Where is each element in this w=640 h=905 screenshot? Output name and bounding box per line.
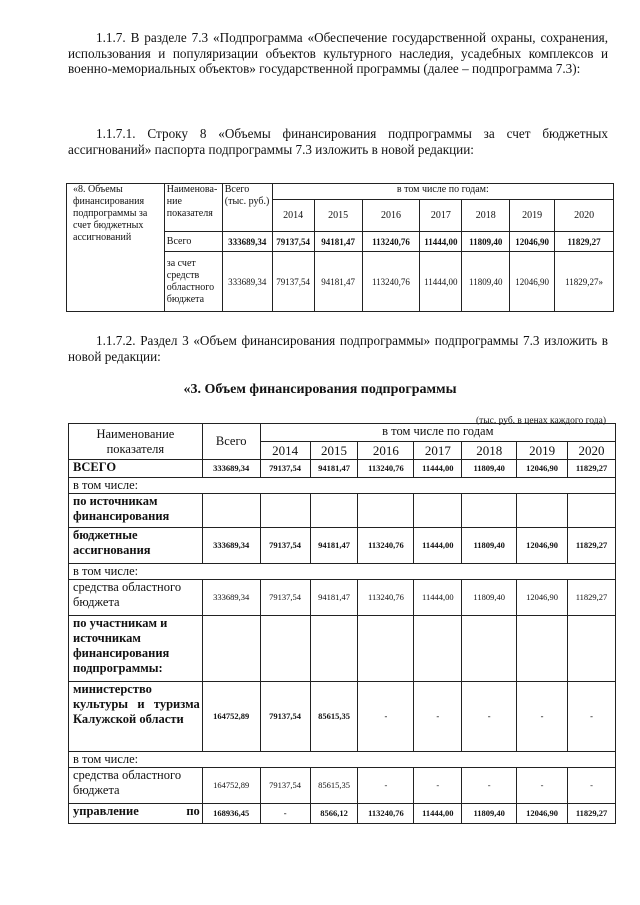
funding-volume-table: [68, 423, 616, 824]
year-header: 2014: [260, 442, 310, 460]
cell-total: 333689,34: [222, 252, 272, 312]
row-label: средства областного бюджета: [69, 768, 203, 804]
table-row: [69, 478, 616, 494]
cell-value: 11829,27: [568, 804, 616, 824]
col-header-name: Наименова-ние показателя: [164, 184, 222, 232]
table-row: [69, 580, 616, 616]
row-label: управление по: [69, 804, 203, 824]
year-header: 2017: [420, 200, 462, 232]
cell-value: 85615,35: [310, 768, 358, 804]
year-header: 2019: [510, 200, 555, 232]
cell-value: 113240,76: [358, 580, 414, 616]
row-label: по участникам и источникам финансирования подпрограммы:: [69, 616, 203, 682]
row-label: бюджетные ассигнования: [69, 528, 203, 564]
cell-value: 12046,90: [517, 580, 568, 616]
col-header-total: Всего: [202, 424, 260, 460]
cell-value: 12046,90: [510, 252, 555, 312]
row-label: ВСЕГО: [69, 460, 203, 478]
cell-total: 333689,34: [202, 528, 260, 564]
cell-value: 11444,00: [414, 460, 462, 478]
cell-value: 94181,47: [310, 580, 358, 616]
cell-value: -: [568, 768, 616, 804]
cell-value: 11809,40: [462, 804, 517, 824]
cell-value: 79137,54: [260, 682, 310, 752]
table-row: [69, 616, 616, 682]
col-header-name: Наименование показателя: [69, 424, 203, 460]
row-label: средства областного бюджета: [69, 580, 203, 616]
cell-value: 79137,54: [260, 768, 310, 804]
cell-total: 164752,89: [202, 682, 260, 752]
units-note: (тыс. руб. в ценах каждого года): [475, 416, 606, 426]
col-header-years: в том числе по годам: [260, 424, 615, 442]
cell-value: 12046,90: [517, 460, 568, 478]
cell-value: -: [517, 682, 568, 752]
table-row: [69, 564, 616, 580]
cell-value: 11829,27: [568, 460, 616, 478]
cell-value: 94181,47: [314, 252, 362, 312]
cell-value: 11809,40: [462, 460, 517, 478]
cell-value: 11809,40: [462, 252, 510, 312]
paragraph-1-1-7-1: [68, 126, 608, 157]
cell-value: 94181,47: [310, 528, 358, 564]
year-header: 2020: [568, 442, 616, 460]
cell-value: 11829,27: [568, 528, 616, 564]
row-label: в том числе:: [69, 478, 616, 494]
table-row: [69, 528, 616, 564]
cell-value: 79137,54: [272, 252, 314, 312]
row-label: в том числе:: [69, 752, 616, 768]
cell-total: 164752,89: [202, 768, 260, 804]
cell-value: 79137,54: [260, 580, 310, 616]
cell-total: 168936,45: [202, 804, 260, 824]
year-header: 2015: [314, 200, 362, 232]
cell-value: -: [517, 768, 568, 804]
year-header: 2019: [517, 442, 568, 460]
year-header: 2016: [358, 442, 414, 460]
cell-total: 333689,34: [202, 580, 260, 616]
cell-value: 11444,00: [420, 252, 462, 312]
table-row: [69, 768, 616, 804]
row-name: Всего: [164, 232, 222, 252]
cell-value: 11829,27: [568, 580, 616, 616]
row-label: в том числе:: [69, 564, 616, 580]
cell-value: -: [358, 768, 414, 804]
year-header: 2014: [272, 200, 314, 232]
passport-funding-table: [66, 183, 614, 312]
cell-value: 94181,47: [314, 232, 362, 252]
table-row: [69, 682, 616, 752]
cell-value: 113240,76: [358, 528, 414, 564]
cell-value: -: [462, 768, 517, 804]
cell-value: 94181,47: [310, 460, 358, 478]
cell-total: 333689,34: [222, 232, 272, 252]
cell-value: -: [260, 804, 310, 824]
row-label: по источникам финансирования: [69, 494, 203, 528]
cell-value: -: [462, 682, 517, 752]
cell-value: 79137,54: [260, 460, 310, 478]
year-header: 2020: [555, 200, 614, 232]
table-row: [69, 752, 616, 768]
cell-value: 79137,54: [260, 528, 310, 564]
cell-value: 11829,27: [555, 232, 614, 252]
cell-value: 113240,76: [362, 252, 420, 312]
cell-value: 11809,40: [462, 528, 517, 564]
cell-value: 113240,76: [358, 460, 414, 478]
cell-value: 12046,90: [510, 232, 555, 252]
cell-value: 79137,54: [272, 232, 314, 252]
row-label: министерство культуры и туризма Калужской области: [69, 682, 203, 752]
cell-value: 12046,90: [517, 528, 568, 564]
paragraph-text: 1.1.7. В разделе 7.3 «Подпрограмма «Обеспечение государственной охраны, сохранения, использования и популяризации объектов культурного наследия, усадебных комплексов и военно-мемориальных объектов» государственной программы (далее – подпрограмма 7.3):: [68, 30, 608, 76]
year-header: 2015: [310, 442, 358, 460]
year-header: 2018: [462, 200, 510, 232]
table-row: [69, 494, 616, 528]
cell-value: 12046,90: [517, 804, 568, 824]
cell-value: -: [568, 682, 616, 752]
cell-value: -: [414, 682, 462, 752]
year-header: 2018: [462, 442, 517, 460]
col-header-total: Всего (тыс. руб.): [222, 184, 272, 232]
paragraph-text: 1.1.7.2. Раздел 3 «Объем финансирования подпрограммы» подпрограммы 7.3 изложить в новой редакции:: [68, 333, 608, 364]
paragraph-text: 1.1.7.1. Строку 8 «Объемы финансирования подпрограммы за счет бюджетных ассигнований» паспорта подпрограммы 7.3 изложить в новой редакции:: [68, 126, 608, 157]
section-heading: «3. Объем финансирования подпрограммы: [183, 382, 457, 397]
row-name: за счет средств областного бюджета: [164, 252, 222, 312]
paragraph-1-1-7-2: [68, 333, 608, 364]
cell-value: 11829,27»: [555, 252, 614, 312]
paragraph-1-1-7: [68, 30, 608, 77]
year-header: 2016: [362, 200, 420, 232]
passport-row-label: «8. Объемы финансирования подпрограммы за счет бюджетных ассигнований: [67, 184, 165, 312]
cell-value: 11444,00: [414, 804, 462, 824]
cell-value: 85615,35: [310, 682, 358, 752]
cell-value: 11444,00: [420, 232, 462, 252]
cell-value: 113240,76: [358, 804, 414, 824]
col-header-years: в том числе по годам:: [272, 184, 613, 200]
cell-value: -: [358, 682, 414, 752]
cell-value: 11809,40: [462, 232, 510, 252]
cell-total: 333689,34: [202, 460, 260, 478]
cell-value: -: [414, 768, 462, 804]
table-row: [69, 804, 616, 824]
cell-value: 11444,00: [414, 580, 462, 616]
cell-value: 8566,12: [310, 804, 358, 824]
cell-value: 113240,76: [362, 232, 420, 252]
cell-value: 11444,00: [414, 528, 462, 564]
year-header: 2017: [414, 442, 462, 460]
table-row: [69, 460, 616, 478]
cell-value: 11809,40: [462, 580, 517, 616]
